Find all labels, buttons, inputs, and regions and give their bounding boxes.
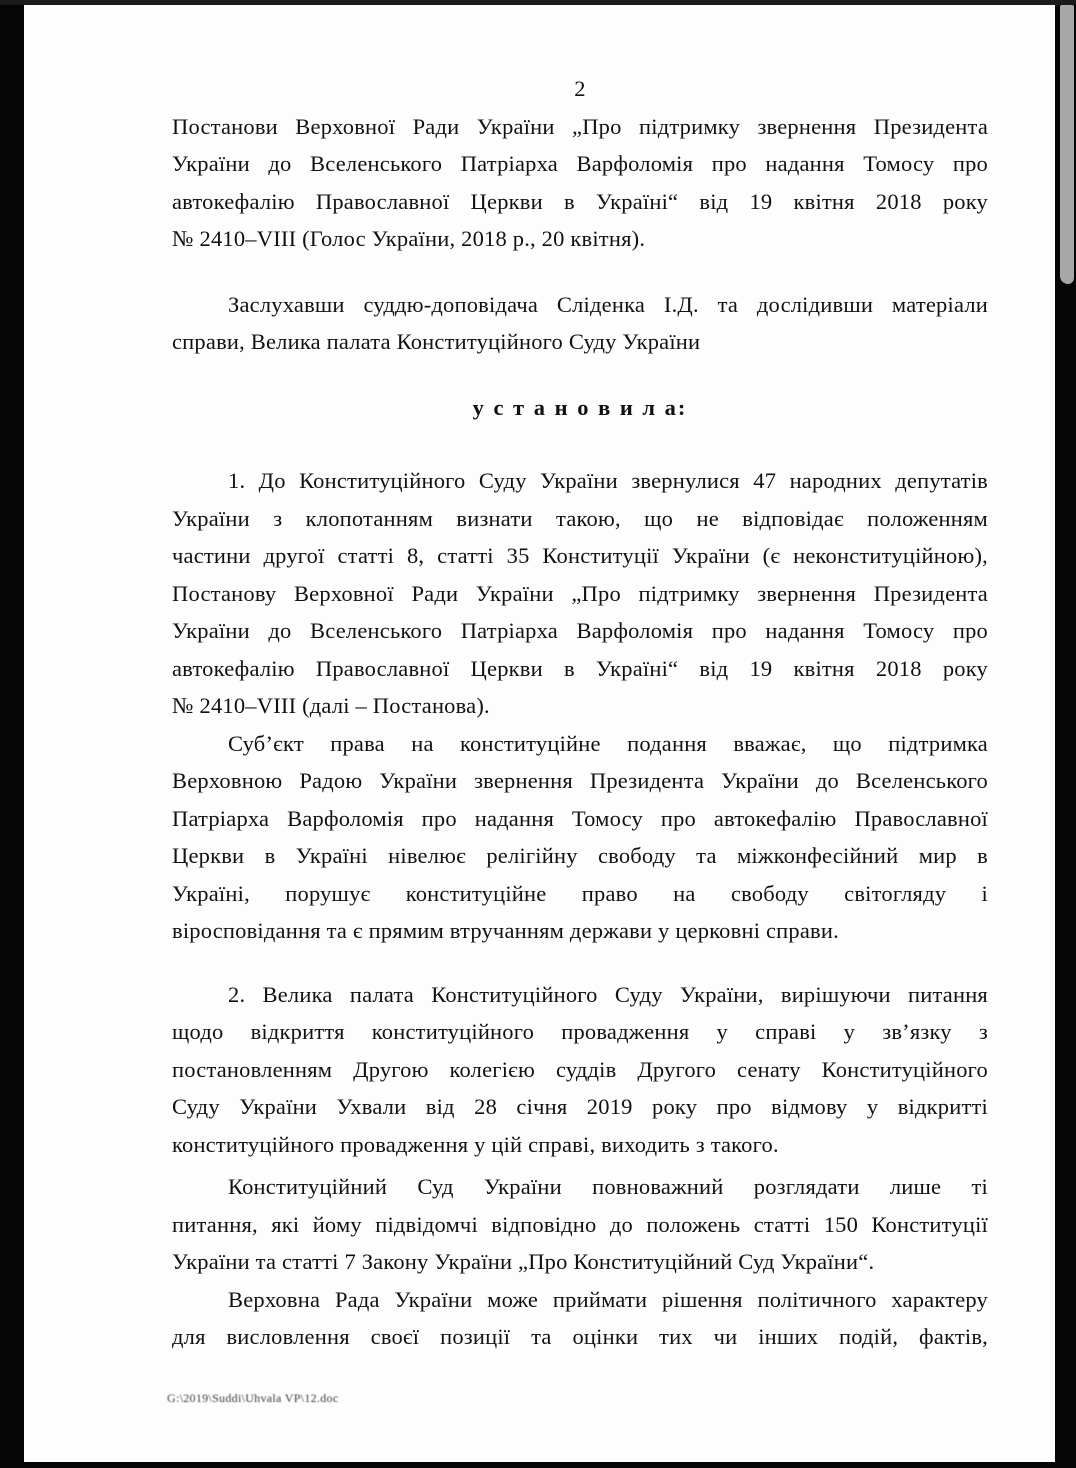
text-line: віросповідання та є прямим втручанням держави у церковні справи.: [172, 918, 839, 943]
text-line: автокефалію Православної Церкви в Україні“ від 19 квітня 2018 року: [172, 188, 988, 214]
text-line: Патріарха Варфоломія про надання Томосу про автокефалію Православної: [172, 805, 988, 831]
text-line: Верховною Радою України звернення Президента України до Вселенського: [172, 768, 988, 793]
text-line: України до Вселенського Патріарха Варфоломія про надання Томосу про: [172, 618, 988, 643]
text-line: Постанови Верховної Ради України „Про підтримку звернення Президента: [172, 113, 988, 139]
text-line: 1. До Конституційного Суду України звернулися 47 народних депутатів: [228, 468, 988, 493]
text-line: Постанову Верховної Ради України „Про підтримку звернення Президента: [172, 580, 988, 606]
text-line: Церкви в Україні нівелює релігійну свободу та міжконфесійний мир в: [172, 843, 988, 868]
paragraph-petition-subject: [172, 725, 988, 950]
text-line: питання, які йому підвідомчі відповідно до положень статті 150 Конституції: [172, 1211, 988, 1237]
text-line: Конституційний Суд України повноважний розглядати лише ті: [228, 1174, 988, 1199]
text-line: України з клопотанням визнати такою, що не відповідає положенням: [172, 505, 988, 531]
paragraph-point-2: [172, 976, 988, 1164]
text-line: № 2410–VIII (далі – Постанова).: [172, 693, 490, 718]
text-line: Заслухавши суддю-доповідача Сліденка І.Д. та дослідивши матеріали: [228, 291, 988, 317]
paragraph-point-1: [172, 462, 988, 725]
paragraph-court-jurisdiction: [172, 1168, 988, 1281]
text-line: України до Вселенського Патріарха Варфоломія про надання Томосу про: [172, 151, 988, 176]
text-line: щодо відкриття конституційного провадження у справі у зв’язку з: [172, 1019, 988, 1044]
text-line: конституційного провадження у цій справі, виходить з такого.: [172, 1131, 779, 1157]
paragraph-resolution-continuation: [172, 108, 988, 258]
text-line: Суб’єкт права на конституційне подання вважає, що підтримка: [228, 730, 988, 756]
text-line: частини другої статті 8, статті 35 Конституції України (є неконституційною),: [172, 543, 988, 568]
page-content: [24, 5, 1055, 1356]
text-line: постановленням Другою колегією суддів Другого сенату Конституційного: [172, 1056, 988, 1082]
scrollbar-thumb[interactable]: [1060, 5, 1074, 284]
document-page: [24, 5, 1055, 1462]
page-number: 2: [574, 76, 586, 101]
text-line: України та статті 7 Закону України „Про Конституційний Суд України“.: [172, 1249, 875, 1274]
ruling-heading: у с т а н о в и л а:: [472, 394, 688, 420]
text-line: Суду України Ухвали від 28 січня 2019 року про відмову у відкритті: [172, 1094, 988, 1119]
text-line: автокефалію Православної Церкви в Україні“ від 19 квітня 2018 року: [172, 655, 988, 681]
text-line: справи, Велика палата Конституційного Суду України: [172, 329, 701, 354]
scrollbar-track[interactable]: [1055, 0, 1076, 1468]
text-line: Верховна Рада України може приймати рішення політичного характеру: [228, 1286, 988, 1312]
text-line: № 2410–VIII (Голос України, 2018 р., 20 квітня).: [172, 226, 646, 251]
paragraph-judge-rapporteur: [172, 286, 988, 361]
text-line: 2. Велика палата Конституційного Суду України, вирішуючи питання: [228, 981, 988, 1007]
text-line: для висловлення своєї позиції та оцінки тих чи інших подій, фактів,: [172, 1324, 988, 1349]
text-line: Україні, порушує конституційне право на свободу світогляду і: [172, 880, 988, 906]
footer-file-path: G:\2019\Suddi\Uhvala VP\12.doc: [167, 1391, 339, 1405]
paragraph-rada-political-decisions: [172, 1281, 988, 1356]
